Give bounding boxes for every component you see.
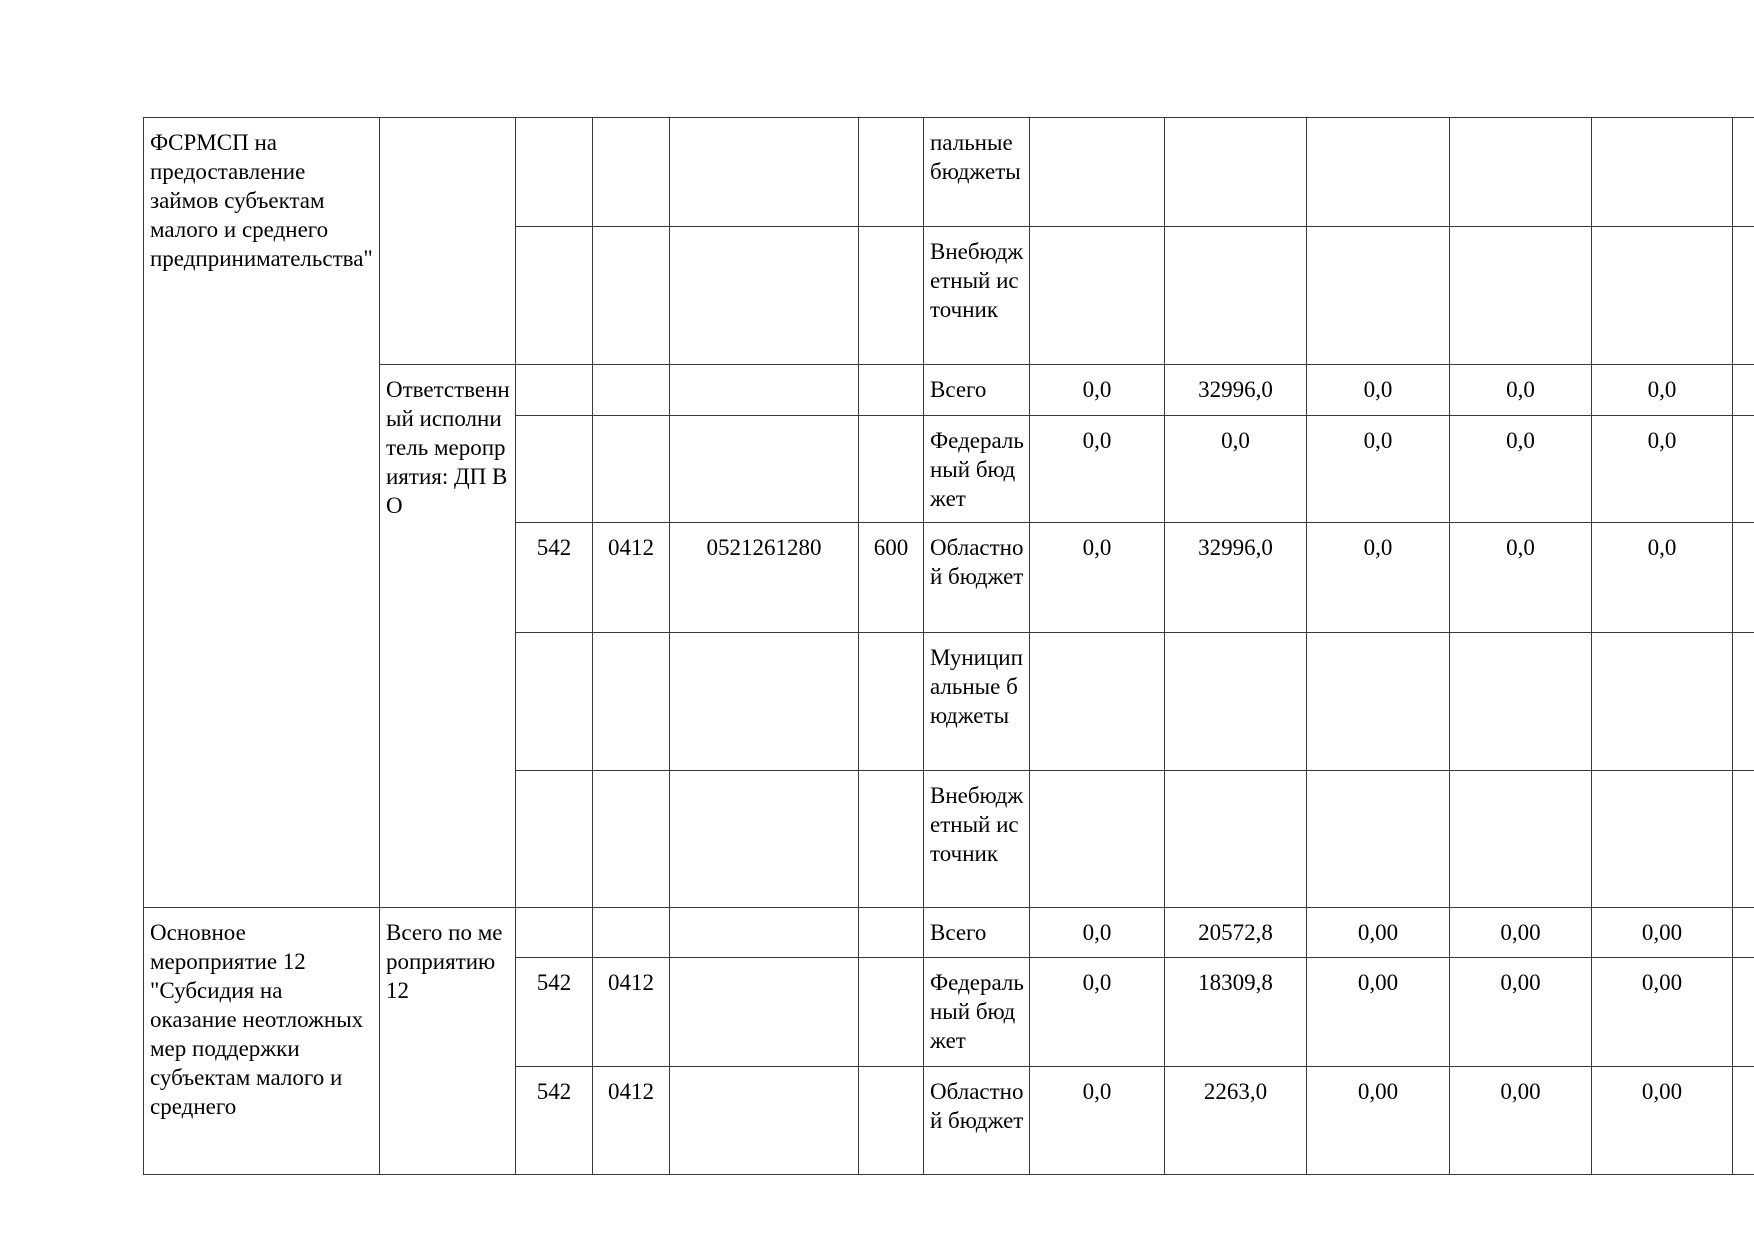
cell-funding-source: Всего [924,365,1030,416]
cell-expense-type-code [859,908,924,958]
cell-expense-type-code [859,1067,924,1175]
cell-value-col-1: 0,0 [1030,416,1165,523]
cell-funding-source: Федеральный бюджет [924,958,1030,1067]
cell-value-col-3 [1307,633,1450,771]
table-row [144,908,1754,958]
cell-expense-type-code [859,118,924,227]
cell-grbs-code [516,227,593,365]
cell-value-col-5: 0,0 [1592,523,1733,633]
cell-target-article-code [670,1067,859,1175]
cell-funding-source: Федеральный бюджет [924,416,1030,523]
cell-value-col-2: 18309,8 [1165,958,1307,1067]
cell-expense-type-code [859,633,924,771]
cell-value-col-5: 0,0 [1592,416,1733,523]
cell-expense-type-code: 600 [859,523,924,633]
cell-value-col-5 [1592,771,1733,908]
cell-target-article-code [670,118,859,227]
cell-value-col-4 [1450,227,1592,365]
cell-value-col-1: 0,0 [1030,523,1165,633]
cell-value-col-4: 0,00 [1450,958,1592,1067]
cell-executor: Всего по мероприятию 12 [380,908,516,1175]
table-row [144,118,1754,227]
cell-value-col-2: 2263,0 [1165,1067,1307,1175]
table-body [144,118,1754,1175]
cell-grbs-code [516,908,593,958]
cell-measure-name: Основное мероприятие 12 "Субсидия на оказание неотложных мер поддержки субъектам малого и среднего [144,908,380,1175]
cell-value-col-4: 0,00 [1450,1067,1592,1175]
cell-funding-source: пальные бюджеты [924,118,1030,227]
cell-value-col-2 [1165,118,1307,227]
cell-funding-source: Областной бюджет [924,523,1030,633]
cell-grbs-code: 542 [516,523,593,633]
cell-value-col-1: 0,0 [1030,958,1165,1067]
cell-target-article-code [670,227,859,365]
cell-value-col-4: 0,0 [1450,523,1592,633]
page [0,117,1754,1177]
cell-funding-source: Муниципальные бюджеты [924,633,1030,771]
cell-section-code [593,771,670,908]
cell-grbs-code [516,771,593,908]
cell-value-col-2 [1165,771,1307,908]
cell-value-col-5 [1592,227,1733,365]
cell-value-col-2: 32996,0 [1165,523,1307,633]
cell-value-col-6 [1733,523,1754,633]
cell-value-col-5: 0,00 [1592,958,1733,1067]
cell-value-col-5 [1592,118,1733,227]
cell-value-col-3 [1307,771,1450,908]
cell-value-col-5 [1592,633,1733,771]
cell-expense-type-code [859,365,924,416]
cell-value-col-5: 0,00 [1592,1067,1733,1175]
cell-executor [380,118,516,365]
budget-table [143,117,1754,1175]
cell-value-col-1 [1030,227,1165,365]
cell-value-col-6 [1733,365,1754,416]
cell-value-col-4: 0,0 [1450,365,1592,416]
cell-funding-source: Всего [924,908,1030,958]
cell-value-col-3 [1307,227,1450,365]
cell-grbs-code: 542 [516,1067,593,1175]
cell-section-code [593,365,670,416]
cell-grbs-code [516,118,593,227]
cell-value-col-3: 0,00 [1307,958,1450,1067]
cell-value-col-3: 0,00 [1307,1067,1450,1175]
cell-value-col-6 [1733,633,1754,771]
cell-section-code: 0412 [593,958,670,1067]
cell-value-col-1 [1030,633,1165,771]
cell-section-code [593,908,670,958]
cell-funding-source: Внебюджетный источник [924,771,1030,908]
cell-section-code: 0412 [593,1067,670,1175]
cell-target-article-code [670,908,859,958]
cell-target-article-code [670,958,859,1067]
cell-value-col-2: 20572,8 [1165,908,1307,958]
cell-funding-source: Внебюджетный источник [924,227,1030,365]
cell-value-col-6 [1733,118,1754,227]
cell-value-col-4 [1450,118,1592,227]
cell-grbs-code [516,365,593,416]
cell-value-col-3 [1307,118,1450,227]
cell-value-col-4: 0,0 [1450,416,1592,523]
cell-measure-name: ФСРМСП на предоставление займов субъектам малого и среднего предпринимательства" [144,118,380,908]
cell-value-col-3: 0,0 [1307,365,1450,416]
cell-value-col-1: 0,0 [1030,1067,1165,1175]
cell-value-col-6 [1733,416,1754,523]
cell-value-col-3: 0,0 [1307,523,1450,633]
cell-value-col-2 [1165,633,1307,771]
cell-value-col-3: 0,0 [1307,416,1450,523]
cell-grbs-code [516,633,593,771]
cell-value-col-4: 0,00 [1450,908,1592,958]
cell-value-col-2: 32996,0 [1165,365,1307,416]
cell-section-code [593,118,670,227]
cell-target-article-code [670,365,859,416]
cell-expense-type-code [859,416,924,523]
cell-value-col-1: 0,0 [1030,908,1165,958]
cell-value-col-4 [1450,771,1592,908]
cell-value-col-4 [1450,633,1592,771]
cell-executor: Ответственный исполнитель мероприятия: ДП ВО [380,365,516,908]
cell-target-article-code [670,633,859,771]
cell-target-article-code: 0521261280 [670,523,859,633]
cell-grbs-code [516,416,593,523]
cell-expense-type-code [859,958,924,1067]
cell-value-col-6 [1733,1067,1754,1175]
cell-expense-type-code [859,771,924,908]
cell-value-col-5: 0,0 [1592,365,1733,416]
cell-value-col-3: 0,00 [1307,908,1450,958]
cell-expense-type-code [859,227,924,365]
cell-value-col-5: 0,00 [1592,908,1733,958]
cell-value-col-6 [1733,958,1754,1067]
cell-funding-source: Областной бюджет [924,1067,1030,1175]
cell-value-col-1: 0,0 [1030,365,1165,416]
cell-value-col-1 [1030,771,1165,908]
cell-value-col-1 [1030,118,1165,227]
cell-value-col-2 [1165,227,1307,365]
cell-section-code [593,416,670,523]
cell-target-article-code [670,416,859,523]
cell-grbs-code: 542 [516,958,593,1067]
cell-section-code [593,633,670,771]
cell-target-article-code [670,771,859,908]
cell-value-col-2: 0,0 [1165,416,1307,523]
cell-value-col-6 [1733,227,1754,365]
cell-section-code: 0412 [593,523,670,633]
cell-value-col-6 [1733,908,1754,958]
cell-section-code [593,227,670,365]
table-row [144,365,1754,416]
cell-value-col-6 [1733,771,1754,908]
